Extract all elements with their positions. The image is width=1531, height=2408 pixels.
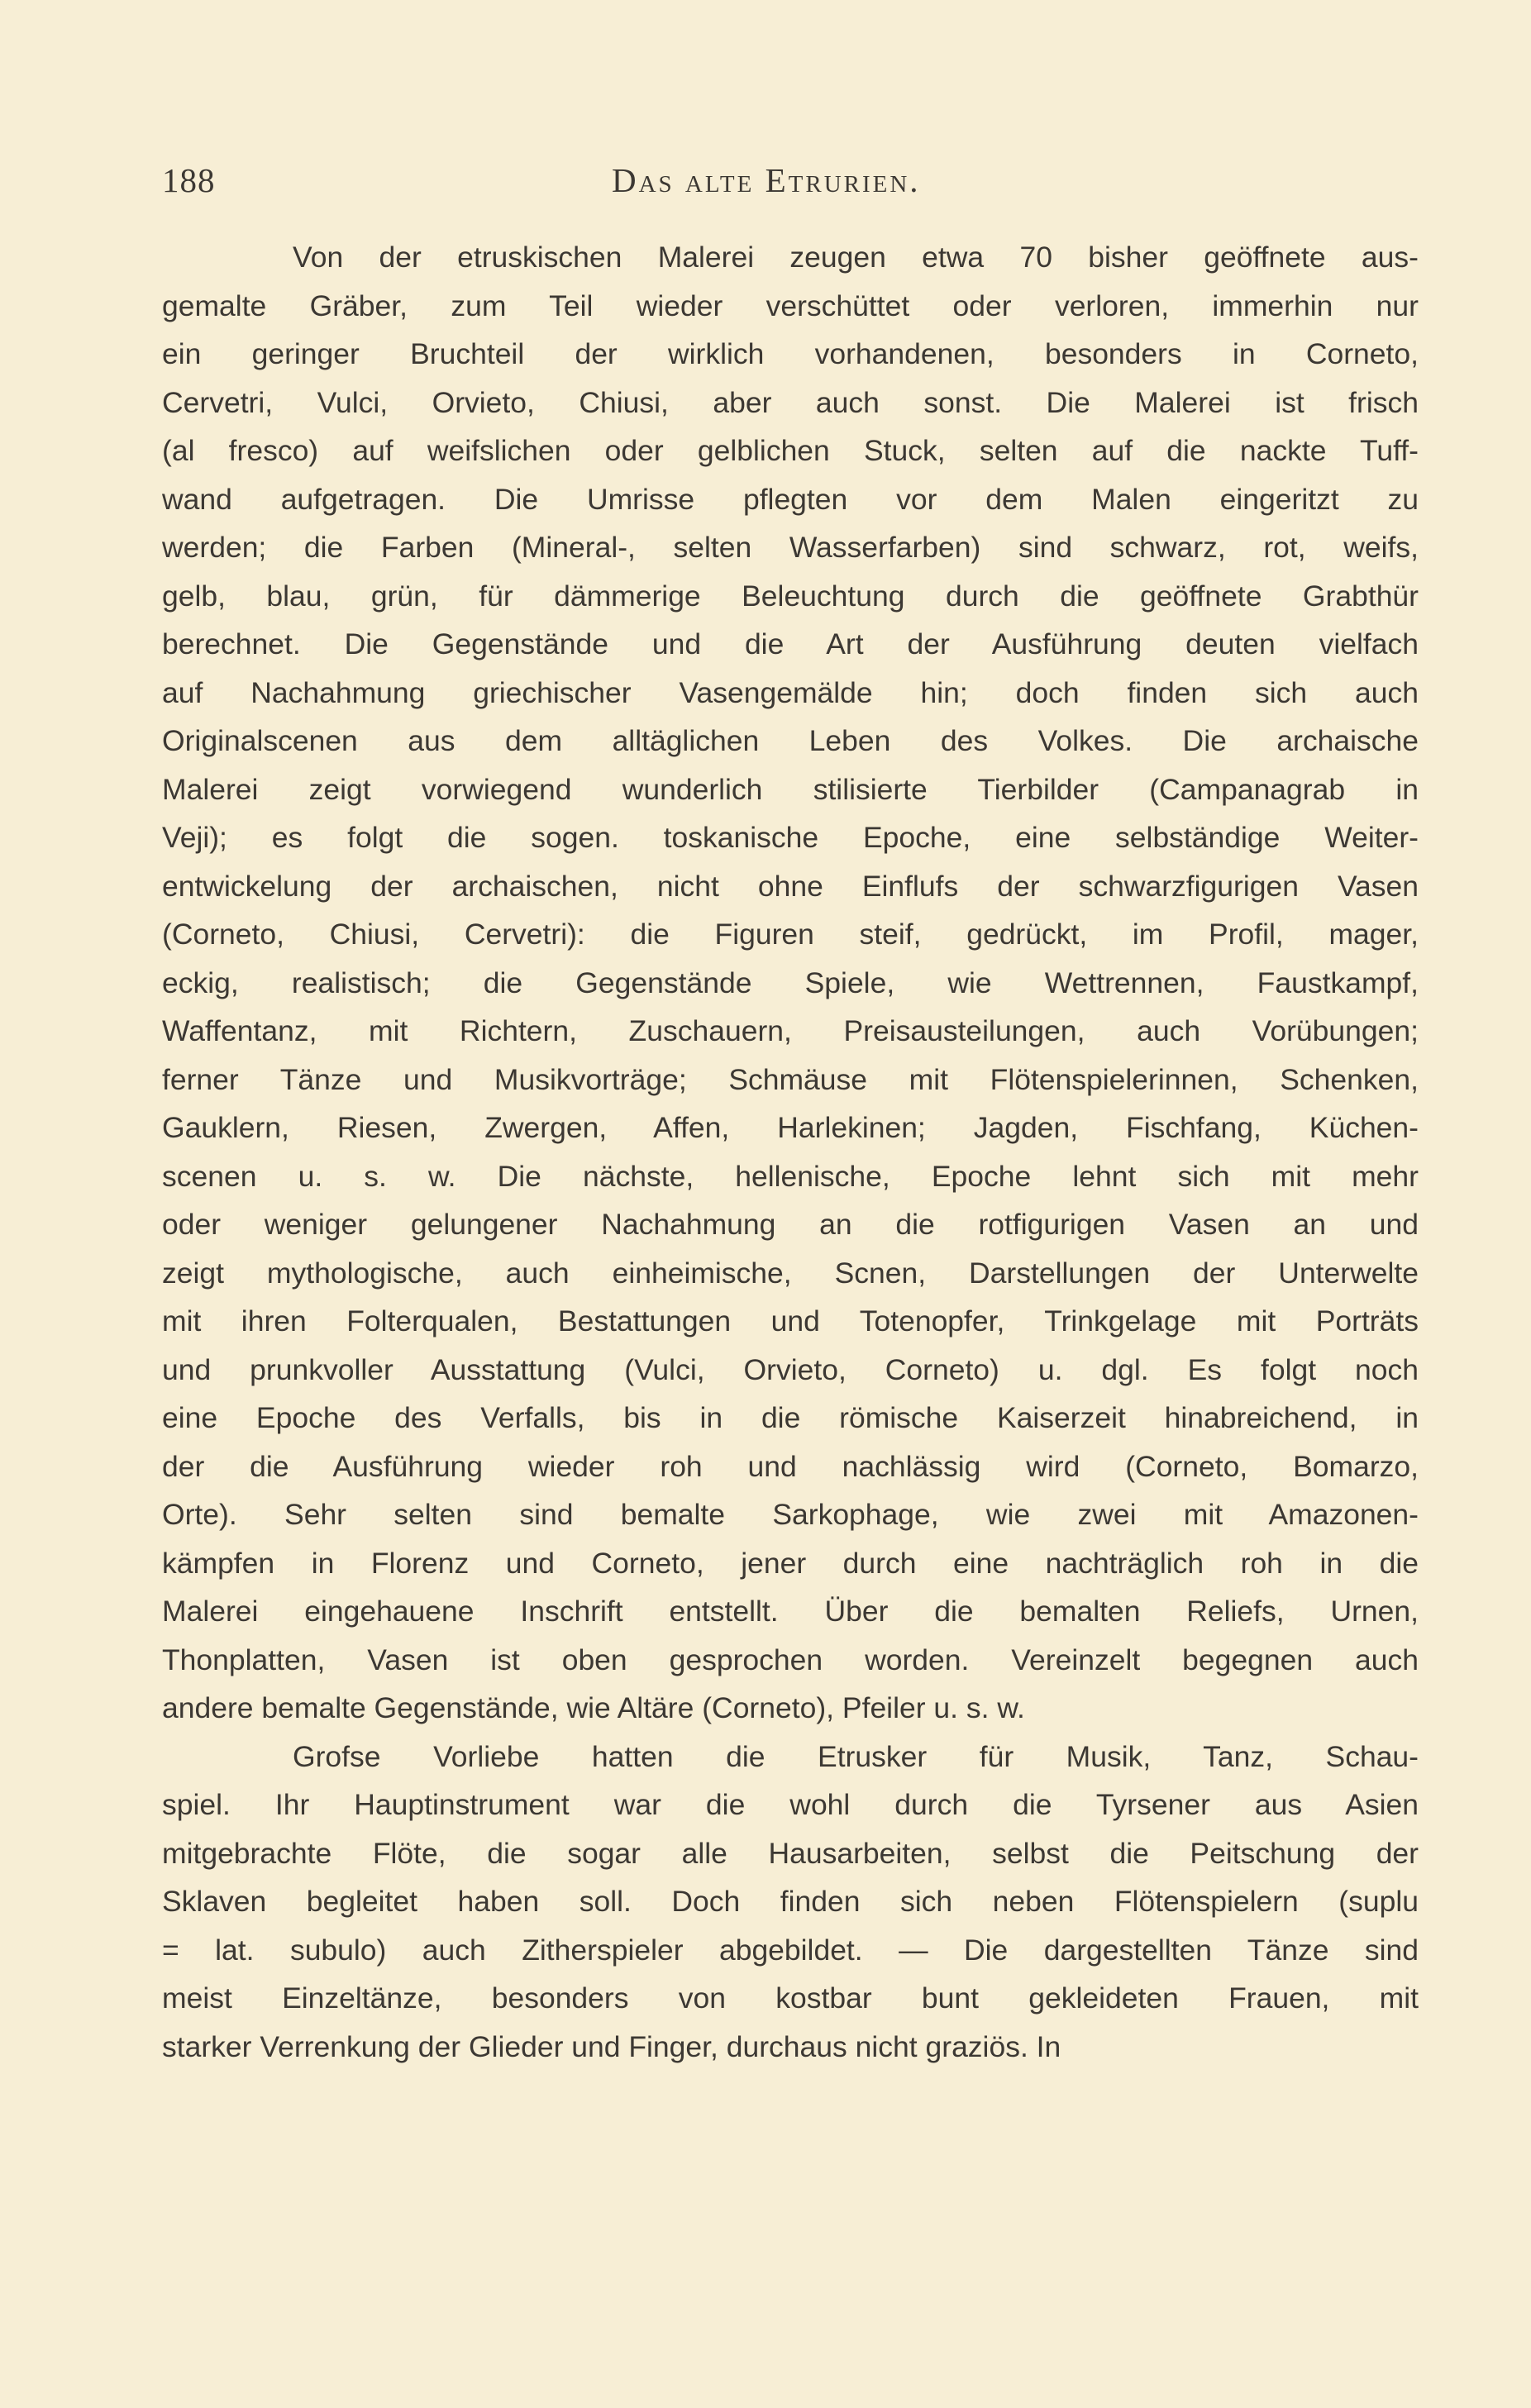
text-line: und prunkvoller Ausstattung (Vulci, Orvieto, Corneto) u. dgl. Es folgt noch <box>162 1352 1419 1386</box>
text-line: wand aufgetragen. Die Umrisse pflegten vor dem Malen eingeritzt zu <box>162 482 1419 516</box>
text-line: oder weniger gelungener Nachahmung an die rotfigurigen Vasen an und <box>162 1208 1419 1241</box>
page-header <box>162 155 1419 205</box>
text-line: eine Epoche des Verfalls, bis in die römische Kaiserzeit hinabreichend, in <box>162 1401 1419 1434</box>
text-line: kämpfen in Florenz und Corneto, jener durch eine nachträglich roh in die <box>162 1546 1419 1580</box>
text-line: andere bemalte Gegenstände, wie Altäre (Corneto), Pfeiler u. s. w. <box>162 1691 1025 1724</box>
text-line: Waffentanz, mit Richtern, Zuschauern, Preisausteilungen, auch Vorübungen; <box>162 1014 1419 1047</box>
text-line: mit ihren Folterqualen, Bestattungen und Totenopfer, Trinkgelage mit Porträts <box>162 1304 1419 1338</box>
paragraph <box>162 1733 1419 2072</box>
running-title: Das alte Etrurien. <box>612 161 921 199</box>
text-line: meist Einzeltänze, besonders von kostbar bunt gekleideten Frauen, mit <box>162 1981 1419 2015</box>
text-line: zeigt mythologische, auch einheimische, Scnen, Darstellungen der Unterwelte <box>162 1256 1419 1290</box>
text-line: entwickelung der archaischen, nicht ohne Einflufs der schwarzfigurigen Vasen <box>162 869 1419 903</box>
text-line: Thonplatten, Vasen ist oben gesprochen worden. Vereinzelt begegnen auch <box>162 1643 1419 1676</box>
text-line: ferner Tänze und Musikvorträge; Schmäuse mit Flötenspielerinnen, Schenken, <box>162 1062 1419 1096</box>
text-line: (Corneto, Chiusi, Cervetri): die Figuren steif, gedrückt, im Profil, mager, <box>162 918 1419 951</box>
text-line: spiel. Ihr Hauptinstrument war die wohl durch die Tyrsener aus Asien <box>162 1788 1419 1821</box>
text-line: ein geringer Bruchteil der wirklich vorhandenen, besonders in Corneto, <box>162 337 1419 370</box>
text-line: Malerei eingehauene Inschrift entstellt. Über die bemalten Reliefs, Urnen, <box>162 1595 1419 1628</box>
text-line: auf Nachahmung griechischer Vasengemälde hin; doch finden sich auch <box>162 675 1419 709</box>
text-line: eckig, realistisch; die Gegenstände Spiele, wie Wettrennen, Faustkampf, <box>162 966 1419 999</box>
text-line: Orte). Sehr selten sind bemalte Sarkophage, wie zwei mit Amazonen- <box>162 1498 1419 1531</box>
text-line: Originalscenen aus dem alltäglichen Leben des Volkes. Die archaische <box>162 724 1419 757</box>
text-line: starker Verrenkung der Glieder und Finger, durchaus nicht graziös. In <box>162 2029 1061 2063</box>
text-line: scenen u. s. w. Die nächste, hellenische, Epoche lehnt sich mit mehr <box>162 1159 1419 1193</box>
text-line: Gauklern, Riesen, Zwergen, Affen, Harlekinen; Jagden, Fischfang, Küchen- <box>162 1111 1419 1144</box>
text-line: = lat. subulo) auch Zitherspieler abgebildet. — Die dargestellten Tänze sind <box>162 1933 1419 1967</box>
text-line: Sklaven begleitet haben soll. Doch finden sich neben Flötenspielern (suplu <box>162 1885 1419 1918</box>
text-line: gemalte Gräber, zum Teil wieder verschüttet oder verloren, immerhin nur <box>162 288 1419 322</box>
text-line: der die Ausführung wieder roh und nachlässig wird (Corneto, Bomarzo, <box>162 1449 1419 1483</box>
text-line: Cervetri, Vulci, Orvieto, Chiusi, aber auch sonst. Die Malerei ist frisch <box>162 385 1419 419</box>
text-line: Veji); es folgt die sogen. toskanische Epoche, eine selbständige Weiter- <box>162 821 1419 854</box>
text-line: berechnet. Die Gegenstände und die Art der Ausführung deuten vielfach <box>162 627 1419 660</box>
text-line: werden; die Farben (Mineral-, selten Wasserfarben) sind schwarz, rot, weifs, <box>162 531 1419 564</box>
text-line: (al fresco) auf weifslichen oder gelblichen Stuck, selten auf die nackte Tuff- <box>162 434 1419 467</box>
text-line: Von der etruskischen Malerei zeugen etwa 70 bisher geöffnete aus- <box>293 241 1419 274</box>
text-line: Grofse Vorliebe hatten die Etrusker für Musik, Tanz, Schau- <box>293 1739 1419 1773</box>
text-line: mitgebrachte Flöte, die sogar alle Hausarbeiten, selbst die Peitschung der <box>162 1836 1419 1870</box>
page-number: 188 <box>162 161 216 199</box>
body-text <box>162 233 1419 2071</box>
paragraph <box>162 233 1419 1733</box>
text-line: Malerei zeigt vorwiegend wunderlich stilisierte Tierbilder (Campanagrab in <box>162 772 1419 806</box>
text-line: gelb, blau, grün, für dämmerige Beleuchtung durch die geöffnete Grabthür <box>162 579 1419 613</box>
